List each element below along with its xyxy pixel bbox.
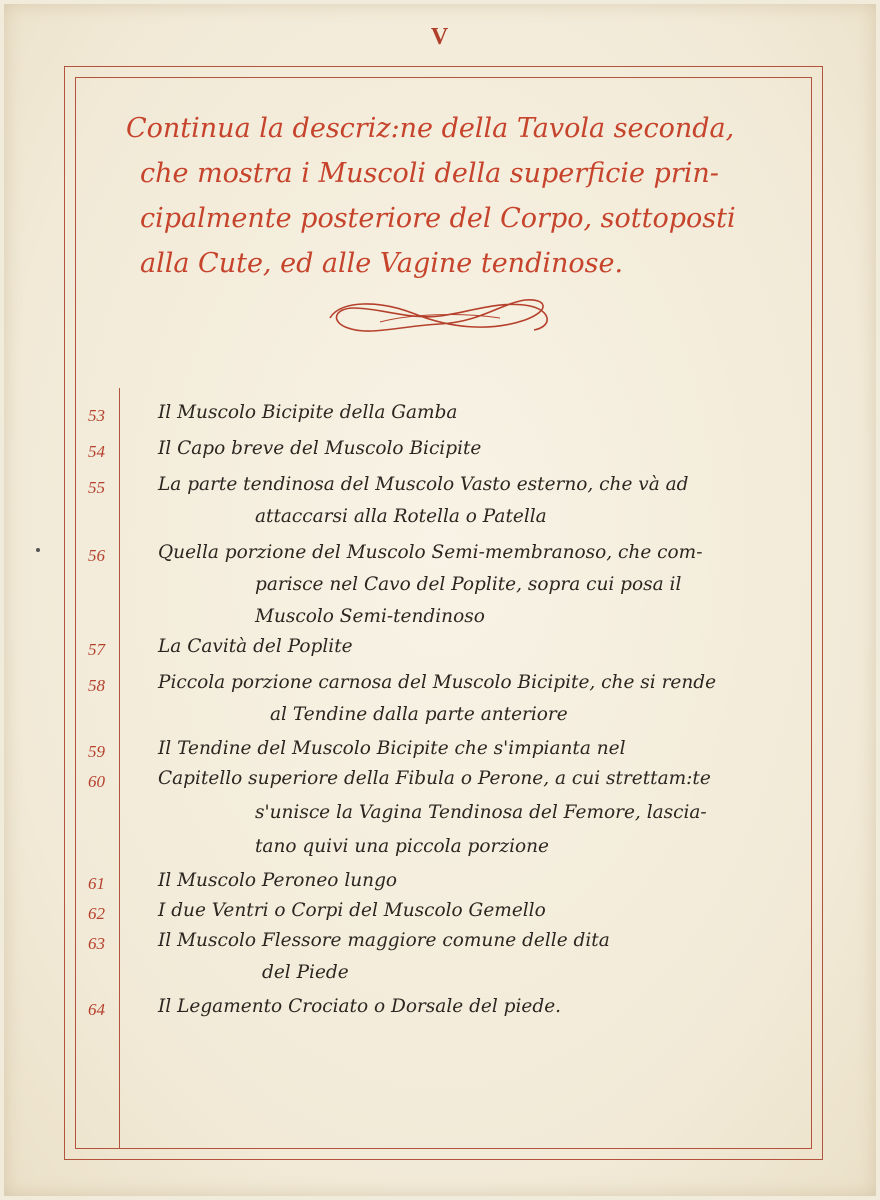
entry-text: Il Tendine del Muscolo Bicipite che s'impianta nel <box>158 738 626 759</box>
heading-line-3: cipalmente posteriore del Corpo, sottoposti <box>140 203 736 234</box>
entry-number: 55 <box>88 478 105 497</box>
entry-number: 59 <box>88 742 105 761</box>
entry-text: Il Muscolo Peroneo lungo <box>158 870 398 891</box>
entry-number: 61 <box>88 874 105 893</box>
entry-number: 64 <box>88 1000 105 1019</box>
entry-number: 62 <box>88 904 105 923</box>
entry-text-continuation: del Piede <box>262 962 349 983</box>
page-heading <box>118 106 808 286</box>
entry-text-continuation: Muscolo Semi-tendinoso <box>255 606 485 627</box>
entry-number: 63 <box>88 934 105 953</box>
heading-line-4: alla Cute, ed alle Vagine tendinose. <box>140 248 624 279</box>
ink-spot <box>36 548 40 552</box>
entry-text-continuation: attaccarsi alla Rotella o Patella <box>255 506 547 527</box>
entry-text: Il Capo breve del Muscolo Bicipite <box>158 438 482 459</box>
entry-text: Quella porzione del Muscolo Semi-membranoso, che com- <box>158 542 703 563</box>
flourish-ornament <box>320 292 560 342</box>
entry-text: I due Ventri o Corpi del Muscolo Gemello <box>158 900 546 921</box>
entry-number: 56 <box>88 546 105 565</box>
entry-number: 60 <box>88 772 105 791</box>
entry-number: 53 <box>88 406 105 425</box>
entry-text: Capitello superiore della Fibula o Perone, a cui strettam:te <box>158 768 711 789</box>
entry-number: 57 <box>88 640 105 659</box>
heading-line-2: che mostra i Muscoli della superficie prin- <box>140 158 719 189</box>
heading-line-1: Continua la descriz:ne della Tavola seconda, <box>126 113 735 144</box>
entry-text-continuation: parisce nel Cavo del Poplite, sopra cui posa il <box>255 574 682 595</box>
entry-number: 58 <box>88 676 105 695</box>
margin-rule <box>119 388 120 1149</box>
entry-text-continuation: tano quivi una piccola porzione <box>255 836 549 857</box>
entry-text-continuation: s'unisce la Vagina Tendinosa del Femore, lascia- <box>255 802 707 823</box>
entry-text: Piccola porzione carnosa del Muscolo Bicipite, che si rende <box>158 672 717 693</box>
page-number: V <box>430 24 450 50</box>
entry-text: La parte tendinosa del Muscolo Vasto esterno, che và ad <box>158 474 689 495</box>
entry-number: 54 <box>88 442 105 461</box>
entry-text: Il Muscolo Flessore maggiore comune delle dita <box>158 930 610 951</box>
entry-text: Il Muscolo Bicipite della Gamba <box>158 402 458 423</box>
entry-text-continuation: al Tendine dalla parte anteriore <box>270 704 568 725</box>
entry-text: La Cavità del Poplite <box>158 636 353 657</box>
entry-text: Il Legamento Crociato o Dorsale del piede. <box>158 996 562 1017</box>
